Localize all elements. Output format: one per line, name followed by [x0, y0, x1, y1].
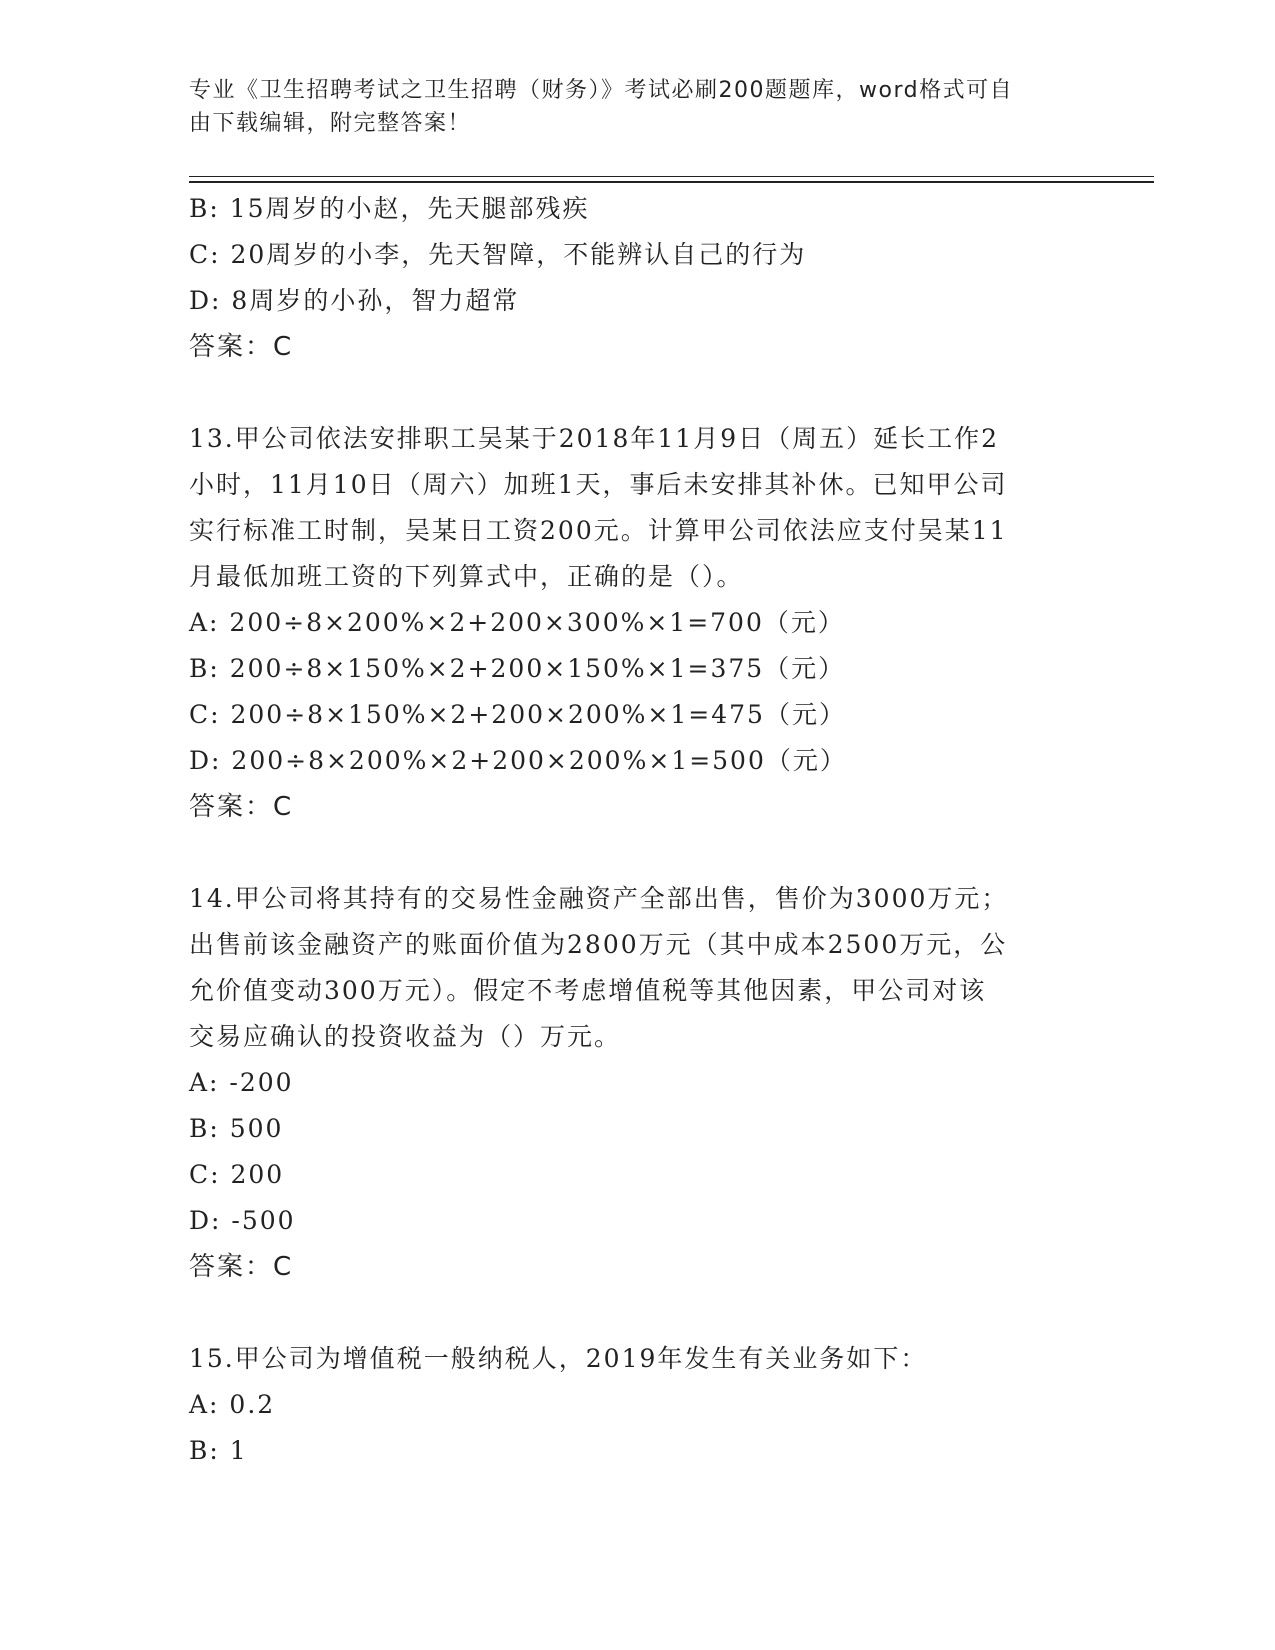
header-divider-thick: [189, 181, 1154, 183]
q14-stem-line: 交易应确认的投资收益为（）万元。: [189, 1022, 622, 1051]
question-15: [189, 1336, 1089, 1474]
question-14: [189, 876, 1089, 1290]
q15-option-a: A: 0.2: [189, 1390, 276, 1419]
q13-stem-line: 实行标准工时制，吴某日工资200元。计算甲公司依法应支付吴某11: [189, 516, 1008, 545]
q13-option-b: B: 200÷8×150%×2+200×150%×1=375（元）: [189, 654, 846, 683]
q13-answer: 答案：C: [189, 792, 294, 822]
spacer: [189, 370, 1089, 416]
q12-answer: 答案：C: [189, 332, 294, 362]
q14-option-d: D: -500: [189, 1206, 296, 1235]
spacer: [189, 830, 1089, 876]
q14-answer: 答案：C: [189, 1252, 294, 1282]
spacer: [189, 1290, 1089, 1336]
header-divider-thin: [189, 176, 1154, 177]
q15-stem: 15.甲公司为增值税一般纳税人，2019年发生有关业务如下：: [189, 1344, 928, 1373]
q14-stem-line: 出售前该金融资产的账面价值为2800万元（其中成本2500万元，公: [189, 930, 1008, 959]
document-header: [189, 74, 1069, 140]
q13-option-a: A: 200÷8×200%×2+200×300%×1=700（元）: [189, 608, 845, 637]
q13-option-d: D: 200÷8×200%×2+200×200%×1=500（元）: [189, 746, 847, 775]
q14-option-b: B: 500: [189, 1114, 284, 1143]
header-line-1: 专业《卫生招聘考试之卫生招聘（财务）》考试必刷200题题库，word格式可自: [189, 78, 1014, 103]
q13-stem-line: 小时，11月10日（周六）加班1天，事后未安排其补休。已知甲公司: [189, 470, 1008, 499]
q14-option-a: A: -200: [189, 1068, 294, 1097]
q15-option-b: B: 1: [189, 1436, 248, 1465]
header-line-2: 由下载编辑，附完整答案！: [189, 111, 472, 136]
q14-stem-line: 允价值变动300万元）。假定不考虑增值税等其他因素，甲公司对该: [189, 976, 987, 1005]
q13-stem-line: 月最低加班工资的下列算式中，正确的是（）。: [189, 562, 744, 591]
q12-option-b: B: 15周岁的小赵，先天腿部残疾: [189, 194, 590, 223]
question-13: [189, 416, 1089, 830]
q13-stem-line: 13.甲公司依法安排职工吴某于2018年11月9日（周五）延长工作2: [189, 424, 1000, 453]
q13-option-c: C: 200÷8×150%×2+200×200%×1=475（元）: [189, 700, 846, 729]
q12-option-c: C: 20周岁的小李，先天智障，不能辨认自己的行为: [189, 240, 807, 269]
q12-option-d: D: 8周岁的小孙，智力超常: [189, 286, 520, 315]
question-content: [189, 186, 1089, 1474]
q14-stem-line: 14.甲公司将其持有的交易性金融资产全部出售，售价为3000万元；: [189, 884, 1009, 913]
question-12: [189, 186, 1089, 370]
q14-option-c: C: 200: [189, 1160, 285, 1189]
